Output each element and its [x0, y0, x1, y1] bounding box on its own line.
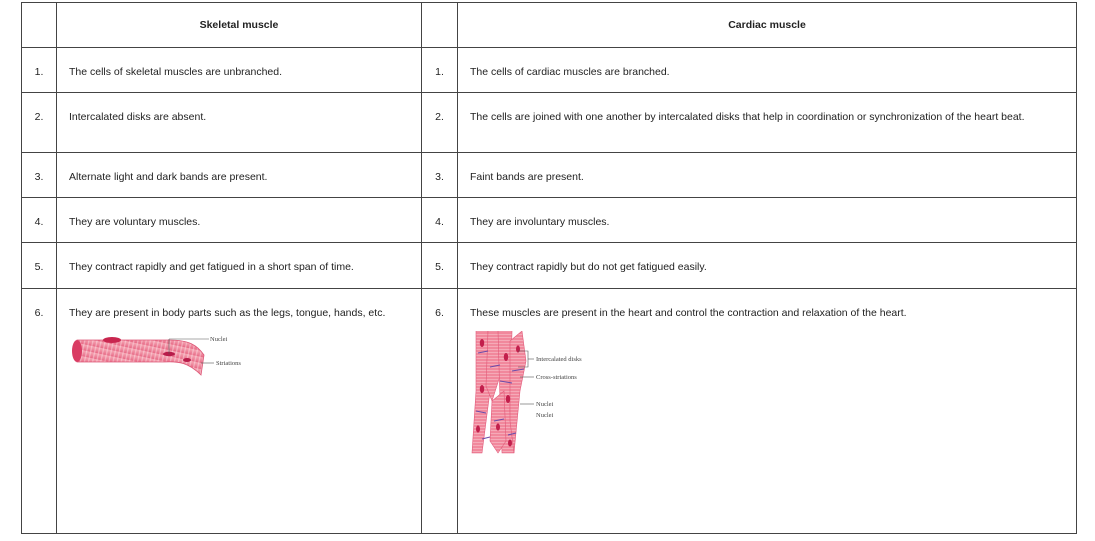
header-row: [22, 3, 1077, 48]
row-number: 2.: [422, 93, 458, 153]
cardiac-cell: They are involuntary muscles.: [458, 198, 1077, 243]
cardiac-cell: Faint bands are present.: [458, 153, 1077, 198]
skeletal-cell: Intercalated disks are absent.: [57, 93, 422, 153]
row-number: 1.: [22, 48, 57, 93]
skeletal-cell: Alternate light and dark bands are present.: [57, 153, 422, 198]
intercalated-disks-label: Intercalated disks: [536, 356, 582, 363]
row-number: 4.: [22, 198, 57, 243]
header-num-left: [22, 3, 57, 48]
cardiac-muscle-figure: [470, 331, 630, 456]
header-skeletal: Skeletal muscle: [57, 3, 422, 48]
row-number: 3.: [22, 153, 57, 198]
table-row: [22, 153, 1077, 198]
cardiac-cell: The cells of cardiac muscles are branched.: [458, 48, 1077, 93]
skeletal-muscle-figure: [69, 335, 269, 385]
skeletal-cell: [57, 289, 422, 534]
row-number: 1.: [422, 48, 458, 93]
row-number: 2.: [22, 93, 57, 153]
row-number: 6.: [422, 289, 458, 534]
cardiac-cell: The cells are joined with one another by intercalated disks that help in coordination or synchronization of the heart beat.: [458, 93, 1077, 153]
nuclei-label-2: Nuclei: [536, 412, 554, 419]
skeletal-cell: The cells of skeletal muscles are unbranched.: [57, 48, 422, 93]
cardiac-cell: They contract rapidly but do not get fatigued easily.: [458, 243, 1077, 289]
table-row: [22, 48, 1077, 93]
cardiac-text: These muscles are present in the heart and control the contraction and relaxation of the heart.: [470, 307, 907, 319]
nuclei-label: Nuclei: [536, 401, 554, 408]
header-num-right: [422, 3, 458, 48]
row-number: 6.: [22, 289, 57, 534]
skeletal-cell: They are voluntary muscles.: [57, 198, 422, 243]
cross-striations-label: Cross-striations: [536, 374, 577, 381]
row-number: 5.: [422, 243, 458, 289]
table-row: [22, 243, 1077, 289]
row-number: 3.: [422, 153, 458, 198]
comparison-table: [21, 2, 1077, 534]
skeletal-text: They are present in body parts such as the legs, tongue, hands, etc.: [69, 307, 386, 319]
table-row: [22, 93, 1077, 153]
cardiac-cell: [458, 289, 1077, 534]
row-number: 4.: [422, 198, 458, 243]
table-row: [22, 289, 1077, 534]
striations-label: Striations: [216, 360, 241, 367]
header-cardiac: Cardiac muscle: [458, 3, 1077, 48]
row-number: 5.: [22, 243, 57, 289]
table-row: [22, 198, 1077, 243]
skeletal-cell: They contract rapidly and get fatigued in a short span of time.: [57, 243, 422, 289]
nuclei-label: Nuclei: [210, 336, 228, 343]
